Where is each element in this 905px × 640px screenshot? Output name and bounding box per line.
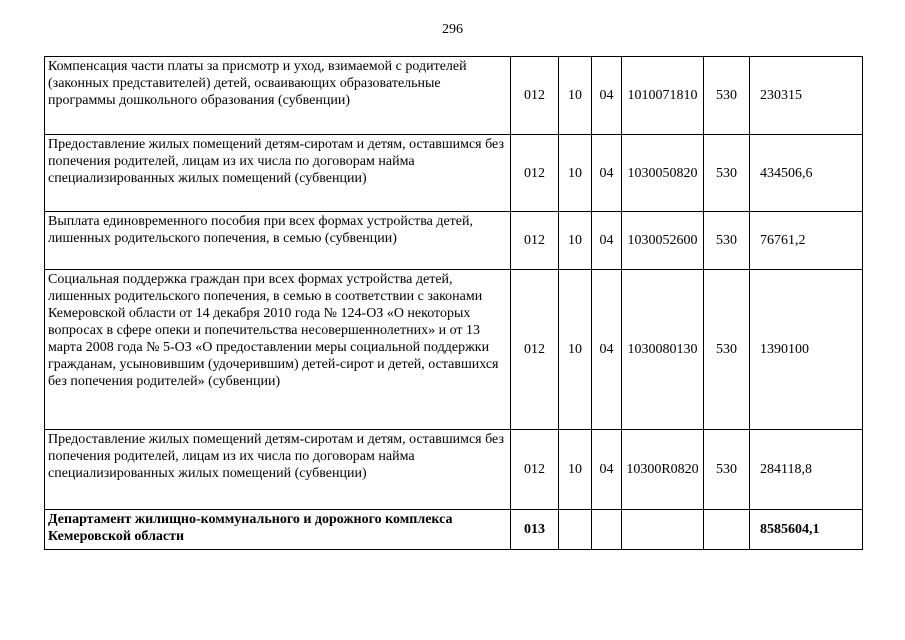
- amount-value: 1390100: [750, 270, 863, 430]
- amount-value: 284118,8: [750, 430, 863, 510]
- amount-value: 76761,2: [750, 212, 863, 270]
- table-row: [45, 212, 863, 270]
- ministry-code: 012: [511, 57, 559, 135]
- table-row: [45, 57, 863, 135]
- section-code: 10: [559, 57, 592, 135]
- subsection-code: 04: [592, 430, 622, 510]
- target-article-code: 1030050820: [622, 135, 704, 212]
- department-name: Департамент жилищно-коммунального и дорожного комплекса Кемеровской области: [45, 510, 511, 550]
- table-row: [45, 270, 863, 430]
- section-code: 10: [559, 430, 592, 510]
- department-total-amount: 8585604,1: [750, 510, 863, 550]
- subsection-code: 04: [592, 57, 622, 135]
- page-number: 296: [442, 22, 463, 37]
- expense-type-code: 530: [704, 135, 750, 212]
- ministry-code: 012: [511, 212, 559, 270]
- ministry-code: 013: [511, 510, 559, 550]
- target-article-code: 10300R0820: [622, 430, 704, 510]
- section-code: 10: [559, 270, 592, 430]
- subsection-code: 04: [592, 135, 622, 212]
- target-article-code: 1030052600: [622, 212, 704, 270]
- subsection-code: 04: [592, 212, 622, 270]
- row-name: Выплата единовременного пособия при всех формах устройства детей, лишенных родительского попечения, в семью (субвенции): [45, 212, 511, 270]
- row-name: Компенсация части платы за присмотр и уход, взимаемой с родителей (законных представителей) детей, осваивающих образовательные программы дошкольного образования (субвенции): [45, 57, 511, 135]
- section-code: [559, 510, 592, 550]
- table-row: [45, 430, 863, 510]
- target-article-code: 1030080130: [622, 270, 704, 430]
- amount-value: 434506,6: [750, 135, 863, 212]
- expense-type-code: 530: [704, 57, 750, 135]
- row-name: Социальная поддержка граждан при всех формах устройства детей, лишенных родительского попечения, в семью в соответствии с законами Кемеровской области от 14 декабря 2010 года № 124-ОЗ «О некоторых вопросах в сфере опеки и попечительства несовершеннолетних» и от 13 марта 2008 года № 5-ОЗ «О предоставлении меры социальной поддержки гражданам, усыновившим (удочерившим) детей-сирот и детей, оставшихся без попечения родителей» (субвенции): [45, 270, 511, 430]
- row-name: Предоставление жилых помещений детям-сиротам и детям, оставшимся без попечения родителей, лицам из их числа по договорам найма специализированных жилых помещений (субвенции): [45, 135, 511, 212]
- expense-type-code: 530: [704, 212, 750, 270]
- expense-type-code: 530: [704, 430, 750, 510]
- ministry-code: 012: [511, 135, 559, 212]
- subsection-code: [592, 510, 622, 550]
- target-article-code: 1010071810: [622, 57, 704, 135]
- subsection-code: 04: [592, 270, 622, 430]
- expense-type-code: [704, 510, 750, 550]
- budget-table-body: [45, 57, 863, 550]
- section-code: 10: [559, 135, 592, 212]
- ministry-code: 012: [511, 430, 559, 510]
- row-name: Предоставление жилых помещений детям-сиротам и детям, оставшимся без попечения родителей, лицам из их числа по договорам найма специализированных жилых помещений (субвенции): [45, 430, 511, 510]
- ministry-code: 012: [511, 270, 559, 430]
- table-row-department-total: [45, 510, 863, 550]
- expense-type-code: 530: [704, 270, 750, 430]
- budget-table: [44, 56, 863, 550]
- target-article-code: [622, 510, 704, 550]
- amount-value: 230315: [750, 57, 863, 135]
- table-row: [45, 135, 863, 212]
- section-code: 10: [559, 212, 592, 270]
